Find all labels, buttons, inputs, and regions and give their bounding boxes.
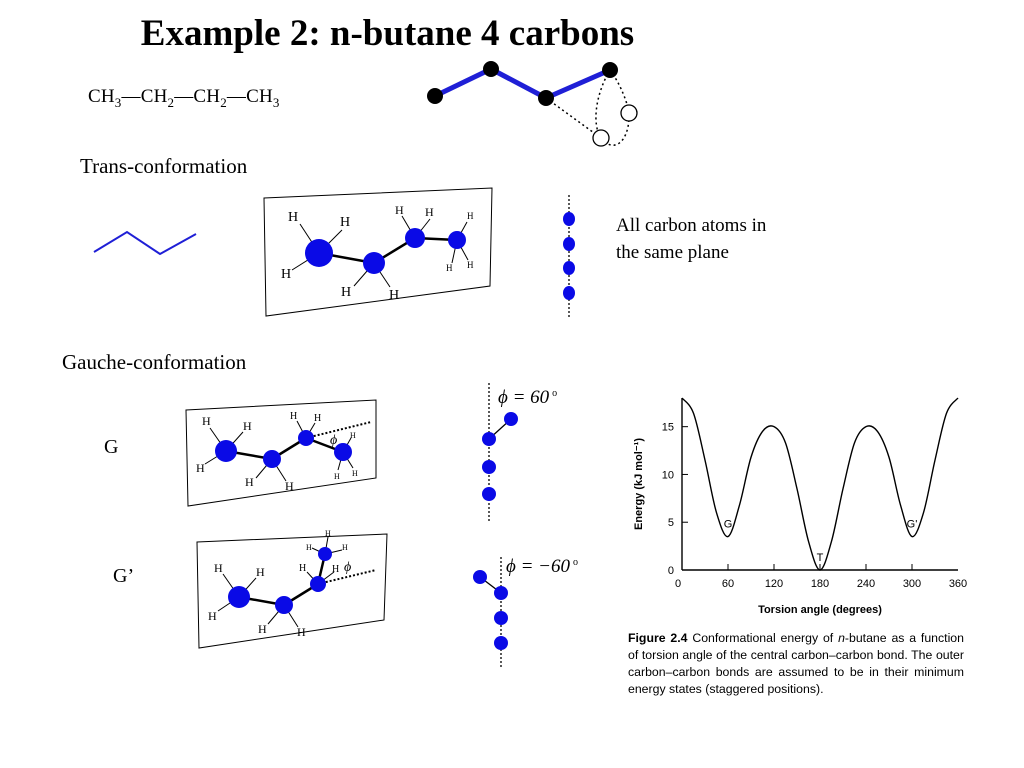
hydrogen-label: H <box>446 263 453 273</box>
formula-subscript: 2 <box>220 94 227 110</box>
hydrogen-label: H <box>342 543 348 552</box>
hydrogen-label: H <box>196 461 205 475</box>
hydrogen-label: H <box>425 205 434 219</box>
hydrogen-label: H <box>325 529 331 538</box>
rotating-carbon-position <box>593 130 609 146</box>
butane-formula <box>88 86 280 111</box>
caption-text: -butane as a function of torsion angle of the central carbon–carbon bond. The outer carbon–carbon bonds are assumed to be in their minimum energy states (staggered positions). <box>628 631 964 696</box>
gauche-g-prime-label: G’ <box>113 565 135 587</box>
hydrogen-label: H <box>202 414 211 428</box>
hydrogen-label: H <box>467 260 474 270</box>
gauche-g-label: G <box>104 436 119 458</box>
formula-part: —CH <box>174 86 221 107</box>
trans-zigzag <box>90 225 200 260</box>
hydrogen-label: H <box>306 543 312 552</box>
degree-symbol: o <box>572 556 578 568</box>
y-tick-label: 0 <box>667 565 674 577</box>
x-tick-label: 360 <box>948 578 968 590</box>
hydrogen-label: H <box>332 564 340 575</box>
gauche-g-molecule-plane <box>183 398 383 510</box>
hydrogen-label: H <box>243 419 252 433</box>
plane-note-line: All carbon atoms in <box>616 215 767 236</box>
curve-annotation: T <box>816 552 824 564</box>
x-tick-label: 0 <box>674 578 682 590</box>
hydrogen-label: H <box>290 411 298 422</box>
trans-molecule-plane <box>262 186 497 320</box>
hydrogen-label: H <box>352 469 358 478</box>
formula-subscript: 2 <box>167 94 175 110</box>
hydrogen-label: H <box>314 413 322 424</box>
energy-torsion-chart <box>628 390 968 620</box>
formula-part: CH <box>88 86 115 107</box>
x-axis-label: Torsion angle (degrees) <box>758 604 882 616</box>
hydrogen-label: H <box>288 210 299 225</box>
formula-subscript: 3 <box>114 94 122 110</box>
carbon-atom <box>602 62 618 78</box>
phi-symbol: ϕ <box>330 433 338 448</box>
x-tick-label: 180 <box>810 578 830 590</box>
phi-symbol: ϕ <box>344 560 352 575</box>
hydrogen-label: H <box>341 285 352 300</box>
plane-note-line: the same plane <box>616 242 729 263</box>
gauche-g-end-on-view <box>474 383 524 523</box>
y-tick-label: 5 <box>667 517 674 530</box>
hydrogen-label: H <box>214 561 223 575</box>
y-tick-label: 10 <box>661 469 674 482</box>
caption-italic: n <box>838 631 845 645</box>
hydrogen-label: H <box>334 472 340 481</box>
x-tick-label: 300 <box>902 578 922 590</box>
hydrogen-label: H <box>256 565 265 579</box>
x-tick-label: 240 <box>856 578 876 590</box>
x-tick-label: 60 <box>721 578 735 590</box>
hydrogen-label: H <box>299 563 307 574</box>
rotating-carbon-position <box>621 105 637 121</box>
hydrogen-label: H <box>285 479 294 493</box>
hydrogen-label: H <box>245 475 254 489</box>
formula-subscript: 3 <box>272 94 280 110</box>
hydrogen-label: H <box>389 288 400 303</box>
curve-annotation: G <box>723 518 733 531</box>
figure-caption <box>628 630 964 698</box>
hydrogen-label: H <box>297 625 306 639</box>
carbon-atom <box>427 88 443 104</box>
hydrogen-label: H <box>208 609 217 623</box>
curve-annotation: G' <box>906 518 918 531</box>
butane-chain-diagram <box>420 55 650 155</box>
plane-note <box>616 212 766 266</box>
torsion-g-prime-label <box>506 556 578 578</box>
carbon-atom <box>483 61 499 77</box>
hydrogen-label: H <box>395 203 404 217</box>
trans-end-on-view <box>555 195 585 317</box>
degree-symbol: o <box>552 387 558 399</box>
energy-curve <box>682 398 958 570</box>
hydrogen-label: H <box>350 431 356 440</box>
torsion-value: ϕ = 60 <box>498 387 550 408</box>
trans-conformation-heading: Trans-conformation <box>80 154 248 178</box>
gauche-conformation-heading: Gauche-conformation <box>62 350 247 374</box>
gauche-g-prime-end-on-view <box>466 557 516 669</box>
formula-part: —CH <box>226 86 273 107</box>
gauche-g-prime-molecule-plane <box>194 528 394 653</box>
x-tick-label: 120 <box>764 578 784 590</box>
caption-text: Conformational energy of <box>687 631 839 645</box>
hydrogen-label: H <box>281 267 292 282</box>
torsion-value: ϕ = −60 <box>506 556 570 577</box>
figure-number: Figure 2.4 <box>628 631 688 645</box>
y-axis-label: Energy (kJ mol⁻¹) <box>633 438 645 530</box>
hydrogen-label: H <box>467 211 474 221</box>
page-title: Example 2: n-butane 4 carbons <box>140 13 635 54</box>
carbon-atom <box>538 90 554 106</box>
hydrogen-label: H <box>258 622 267 636</box>
formula-part: —CH <box>121 86 168 107</box>
hydrogen-label: H <box>340 215 351 230</box>
y-tick-label: 15 <box>661 421 674 434</box>
